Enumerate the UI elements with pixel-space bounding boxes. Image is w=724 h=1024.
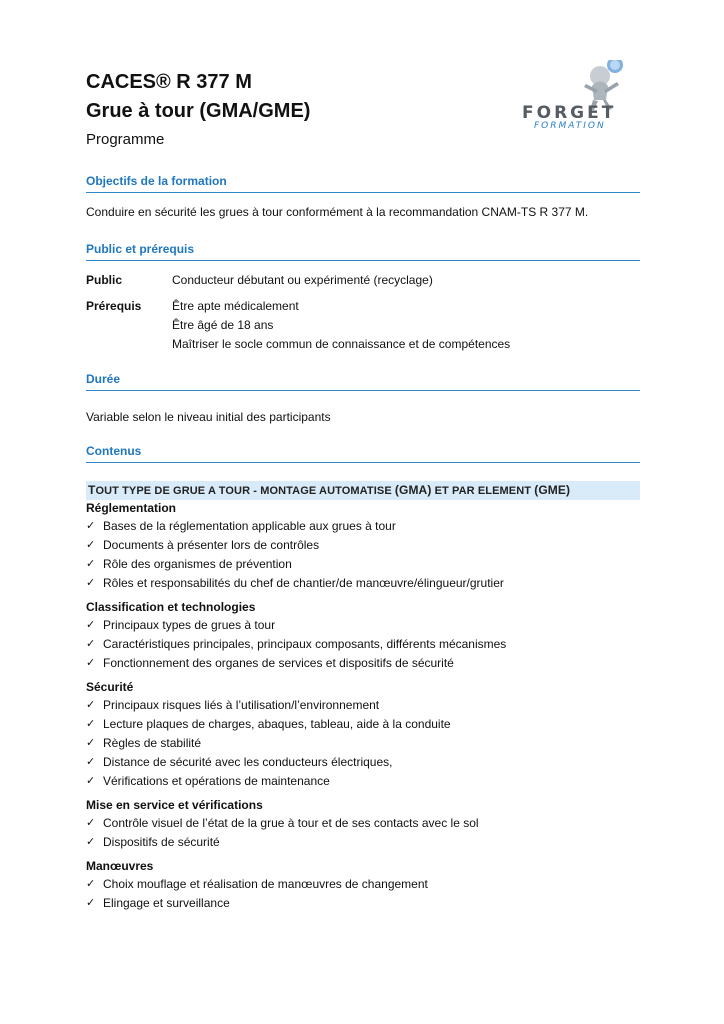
check-mark-icon: ✓	[86, 737, 96, 749]
section-public	[86, 242, 640, 354]
group-title: Réglementation	[86, 501, 177, 515]
list-item: ✓ Distance de sécurité avec les conducteurs électriques,	[86, 753, 640, 772]
list-item: ✓ Contrôle visuel de l’état de la grue à tour et de ses contacts avec le sol	[86, 814, 640, 833]
check-mark-icon: ✓	[86, 619, 96, 631]
section-objectifs	[86, 174, 640, 222]
content-group-securite	[86, 679, 640, 791]
list-item: ✓ Bases de la réglementation applicable aux grues à tour	[86, 517, 640, 536]
group-title: Classification et technologies	[86, 600, 256, 614]
list-item: ✓ Elingage et surveillance	[86, 894, 640, 913]
objectifs-text: Conduire en sécurité les grues à tour conformément à la recommandation CNAM-TS R 377 M.	[86, 205, 589, 219]
prerequis-label: Prérequis	[86, 299, 142, 313]
banner-gma: (GMA)	[394, 483, 432, 497]
document-title-line2: Grue à tour (GMA/GME)	[86, 100, 311, 122]
check-mark-icon: ✓	[86, 657, 96, 669]
banner-gme: (GME)	[534, 483, 571, 497]
prerequis-item: Maîtriser le socle commun de connaissance et de compétences	[172, 337, 511, 351]
document-page	[86, 68, 640, 913]
content-group-mise-en-service	[86, 797, 640, 852]
public-row	[86, 271, 640, 290]
check-mark-icon: ✓	[86, 558, 96, 570]
group-title: Manœuvres	[86, 859, 154, 873]
prerequis-row	[86, 297, 640, 354]
section-duree	[86, 372, 640, 427]
group-title: Sécurité	[86, 680, 134, 694]
list-item: ✓ Lecture plaques de charges, abaques, tableau, aide à la conduite	[86, 715, 640, 734]
logo-text-top: FORGET	[522, 103, 617, 123]
banner-initial: T	[88, 483, 96, 497]
list-item: ✓ Fonctionnement des organes de services et dispositifs de sécurité	[86, 654, 640, 673]
group-title: Mise en service et vérifications	[86, 798, 263, 812]
list-item: ✓ Rôles et responsabilités du chef de chantier/de manœuvre/élingueur/grutier	[86, 574, 640, 593]
check-mark-icon: ✓	[86, 520, 96, 532]
check-mark-icon: ✓	[86, 775, 96, 787]
check-mark-icon: ✓	[86, 817, 96, 829]
list-item: ✓ Règles de stabilité	[86, 734, 640, 753]
document-title: CACES® R 377 M	[86, 71, 252, 93]
check-mark-icon: ✓	[86, 718, 96, 730]
check-mark-icon: ✓	[86, 878, 96, 890]
public-label: Public	[86, 273, 123, 287]
document-header	[86, 68, 640, 162]
content-group-manoeuvres	[86, 858, 640, 913]
list-item: ✓ Principaux risques liés à l’utilisation/l’environnement	[86, 696, 640, 715]
check-mark-icon: ✓	[86, 836, 96, 848]
list-item: ✓ Rôle des organismes de prévention	[86, 555, 640, 574]
list-item: ✓ Dispositifs de sécurité	[86, 833, 640, 852]
content-group-reglementation	[86, 500, 640, 593]
banner-text-2: ET PAR ELEMENT	[431, 485, 535, 497]
check-mark-icon: ✓	[86, 539, 96, 551]
section-title-objectifs: Objectifs de la formation	[86, 174, 640, 193]
public-value: Conducteur débutant ou expérimenté (recyclage)	[172, 273, 433, 287]
check-mark-icon: ✓	[86, 756, 96, 768]
list-item: ✓ Caractéristiques principales, principaux composants, différents mécanismes	[86, 635, 640, 654]
banner-text-1: OUT TYPE DE GRUE A TOUR - MONTAGE AUTOMATISE	[95, 485, 395, 497]
check-mark-icon: ✓	[86, 897, 96, 909]
duree-text: Variable selon le niveau initial des participants	[86, 410, 331, 424]
check-mark-icon: ✓	[86, 577, 96, 589]
prerequis-item: Être âgé de 18 ans	[172, 318, 274, 332]
check-mark-icon: ✓	[86, 699, 96, 711]
logo-text-bottom: FORMATION	[534, 121, 606, 131]
prerequis-item: Être apte médicalement	[172, 299, 299, 313]
list-item: ✓ Principaux types de grues à tour	[86, 616, 640, 635]
content-group-classification	[86, 599, 640, 673]
check-mark-icon: ✓	[86, 638, 96, 650]
section-title-public: Public et prérequis	[86, 242, 640, 261]
contenus-banner	[86, 481, 640, 500]
section-title-contenus: Contenus	[86, 444, 640, 463]
list-item: ✓ Documents à présenter lors de contrôles	[86, 536, 640, 555]
list-item: ✓ Vérifications et opérations de maintenance	[86, 772, 640, 791]
forget-formation-logo	[520, 60, 640, 136]
document-subtitle: Programme	[86, 131, 165, 148]
section-title-duree: Durée	[86, 372, 640, 391]
section-contenus	[86, 444, 640, 913]
list-item: ✓ Choix mouflage et réalisation de manœuvres de changement	[86, 875, 640, 894]
